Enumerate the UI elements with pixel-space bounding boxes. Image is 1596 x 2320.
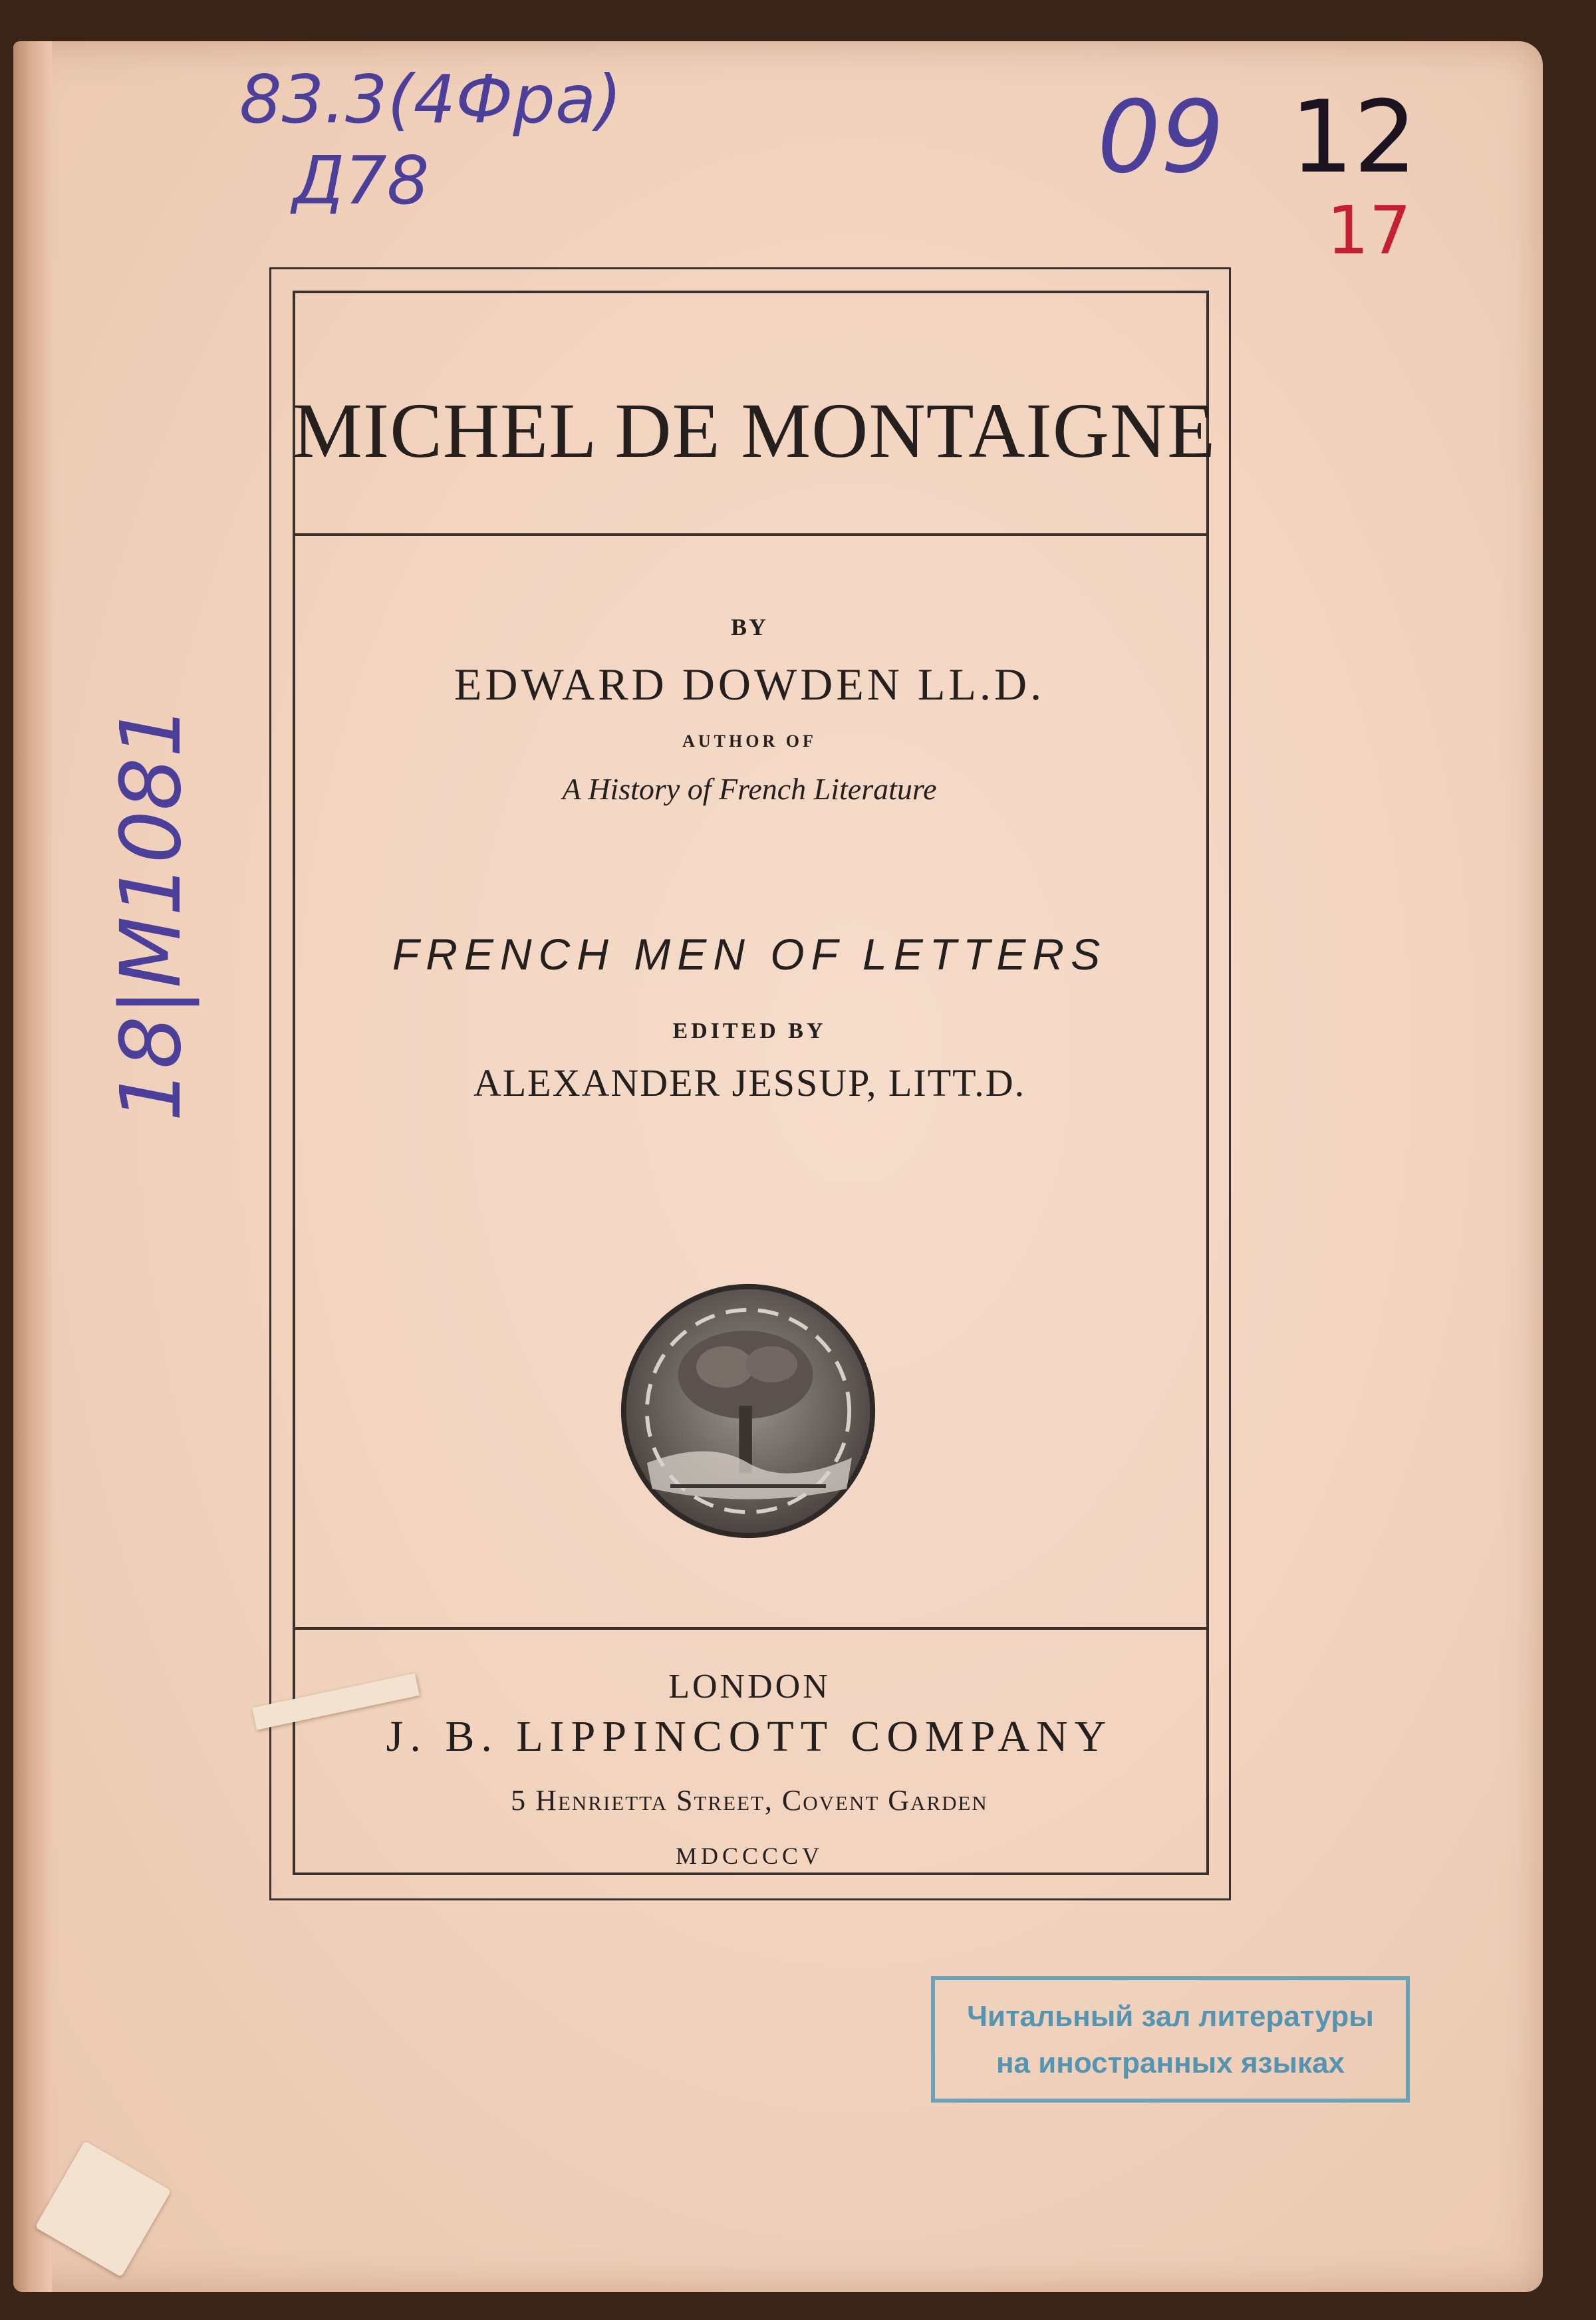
author-of-label: AUTHOR OF [682, 731, 817, 751]
title-divider-rule [293, 533, 1206, 536]
book-title-page [13, 41, 1543, 2292]
library-stamp [931, 1976, 1410, 2103]
imprint-divider-rule [293, 1627, 1206, 1630]
publisher-name: J. B. LIPPINCOTT COMPANY [386, 1712, 1113, 1761]
torn-corner-scrap [35, 2141, 172, 2277]
author-name: EDWARD DOWDEN LL.D. [454, 659, 1045, 709]
previous-work-title: A History of French Literature [562, 772, 937, 806]
series-title: FRENCH MEN OF LETTERS [392, 930, 1107, 979]
book-title: MICHEL DE MONTAIGNE [293, 387, 1216, 474]
by-label: BY [730, 614, 768, 640]
editor-name: ALEXANDER JESSUP, LITT.D. [473, 1061, 1026, 1104]
edited-by-label: EDITED BY [672, 1019, 827, 1043]
publisher-tree-emblem-icon [618, 1281, 878, 1541]
page-spine-edge [13, 41, 52, 2292]
handwritten-side-inventory: 18|М1081 [103, 704, 200, 1122]
publication-year: MDCCCCV [675, 1843, 824, 1869]
handwritten-number-blue: 09 [1097, 80, 1224, 195]
handwritten-number-black: 12 [1290, 80, 1417, 195]
handwritten-call-number-line1: 83.3(4Фра) [239, 61, 622, 138]
imprint-city: LONDON [668, 1668, 831, 1706]
library-stamp-line1: Читальный зал литературы [967, 2000, 1374, 2033]
library-stamp-line2: на иностранных языках [996, 2047, 1345, 2079]
handwritten-call-number-line2: Д78 [293, 142, 430, 219]
handwritten-number-red: 17 [1327, 192, 1412, 269]
publisher-address: 5 Henrietta Street, Covent Garden [511, 1784, 988, 1817]
